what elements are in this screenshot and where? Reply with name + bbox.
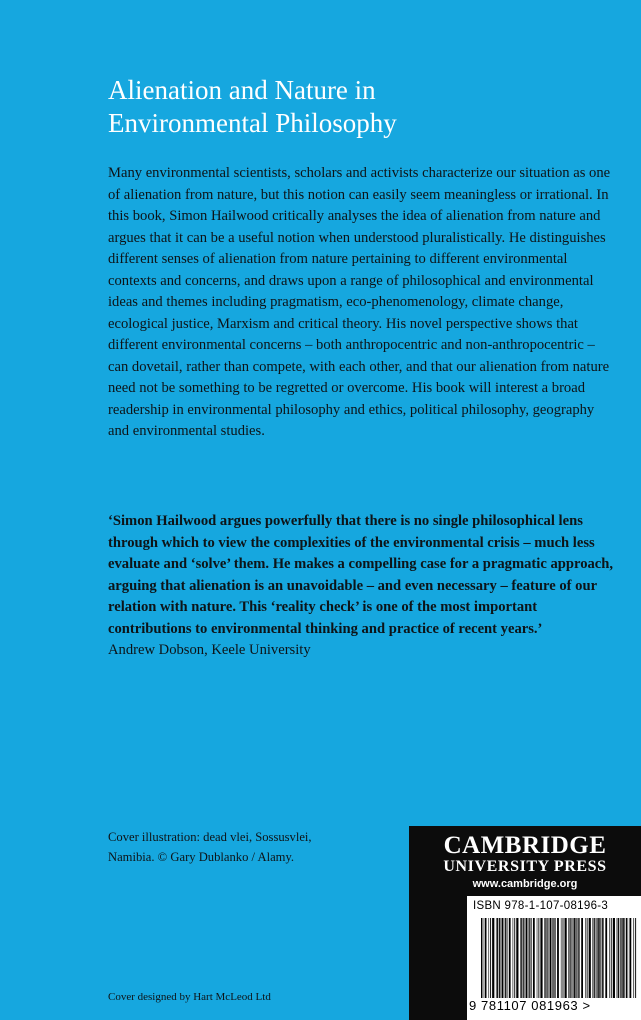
barcode-bar: [513, 918, 514, 998]
barcode-bar: [492, 918, 494, 998]
barcode-bar: [549, 918, 550, 998]
barcode-bar: [516, 918, 518, 998]
barcode-bar: [545, 918, 546, 998]
barcode-bar: [585, 918, 586, 998]
barcode-bar: [509, 918, 511, 998]
book-title-line2: Environmental Philosophy: [108, 108, 397, 138]
barcode-bar: [628, 918, 629, 998]
barcode-bar: [557, 918, 559, 998]
barcode-bar: [501, 918, 502, 998]
barcode-bar: [555, 918, 556, 998]
book-title-line1: Alienation and Nature in: [108, 75, 376, 105]
barcode-bar: [635, 918, 636, 998]
barcode-bar: [485, 918, 487, 998]
barcode-bar: [596, 918, 597, 998]
barcode-bar: [496, 918, 497, 998]
publisher-subname: UNIVERSITY PRESS: [443, 858, 607, 875]
publisher-box: [409, 826, 641, 1020]
barcode-bar: [563, 918, 564, 998]
endorsement-quote: ‘Simon Hailwood argues powerfully that there is no single philosophical lens through which to view the complexities of the environmental crisis – much less evaluate and ‘solve’ them. He makes a compelling case for a pragmatic approach, arguing that alienation is an unavoidable – and even necessary – feature of our relation with nature. This ‘reality check’ is one of the most important contributions to environmental thinking and practice of recent years.’: [108, 513, 614, 637]
barcode-bar: [525, 918, 526, 998]
barcode-bar: [621, 918, 622, 998]
isbn-label: ISBN 978-1-107-08196-3: [473, 900, 609, 912]
barcode-bar: [626, 918, 627, 998]
barcode-bar: [488, 918, 489, 998]
barcode-bar: [581, 918, 583, 998]
book-title: [108, 74, 588, 140]
barcode-bar: [571, 918, 572, 998]
barcode-bar: [568, 918, 569, 998]
barcode-bar: [609, 918, 610, 998]
barcode-bar: [550, 918, 552, 998]
barcode-bar: [598, 918, 600, 998]
barcode-bar: [504, 918, 505, 998]
barcode-bar: [514, 918, 515, 998]
barcode-bar: [483, 918, 484, 998]
barcode-bar: [592, 918, 593, 998]
barcode-bar: [605, 918, 607, 998]
barcode-bar: [520, 918, 521, 998]
barcode-bar: [569, 918, 570, 998]
barcode-bar: [573, 918, 574, 998]
barcode-bar: [552, 918, 553, 998]
barcode-bar: [523, 918, 524, 998]
barcode-bar: [574, 918, 576, 998]
barcode-bar: [528, 918, 529, 998]
barcode-bar: [529, 918, 530, 998]
book-blurb: Many environmental scientists, scholars and activists characterize our situation as one of alienation from nature, but this notion can easily seem meaningless or irrational. In this book, Simon Hailwood critically analyses the idea of alienation from nature and argues that it can be a useful notion when understood pluralistically. He distinguishes different senses of alienation from nature pertaining to different environmental contexts and concerns, and draws upon a range of philosophical and environmental ideas and themes including pragmatism, eco-phenomenology, climate change, ecological justice, Marxism and critical theory. His novel perspective shows that different environmental concerns – both anthropocentric and non-anthropocentric – can dovetail, rather than compete, with each other, and that our alienation from nature need not be something to be regretted or overcome. His book will interest a broad readership in environmental philosophy and ethics, political philosophy, geography and environmental studies.: [108, 165, 611, 439]
barcode-bar: [521, 918, 522, 998]
barcode-bar: [481, 918, 482, 998]
barcode-bar: [540, 918, 542, 998]
barcode-bar: [505, 918, 506, 998]
barcode-bar: [587, 918, 588, 998]
barcode-bar: [594, 918, 595, 998]
barcode-bar: [537, 918, 538, 998]
barcode-bar: [531, 918, 532, 998]
barcode-bar: [622, 918, 624, 998]
barcode-bar: [617, 918, 618, 998]
publisher-name: CAMBRIDGE: [443, 832, 607, 859]
barcode-bar: [565, 918, 567, 998]
barcode-bar: [538, 918, 539, 998]
barcode-bar: [553, 918, 554, 998]
barcode-bar: [499, 918, 500, 998]
barcode-bar: [526, 918, 528, 998]
barcode-bar: [629, 918, 631, 998]
barcode-bar: [490, 918, 491, 998]
barcode-bar: [561, 918, 562, 998]
barcode-panel: [467, 896, 641, 1020]
cover-designer-credit: Cover designed by Hart McLeod Ltd: [108, 991, 271, 1003]
publisher-url: www.cambridge.org: [472, 878, 578, 890]
barcode-bar: [600, 918, 601, 998]
barcode-bar: [602, 918, 603, 998]
barcode-bar: [578, 918, 579, 998]
barcode-bar: [589, 918, 591, 998]
barcode-bar: [613, 918, 615, 998]
barcode-bar: [618, 918, 619, 998]
cover-illustration-credit: Cover illustration: dead vlei, Sossusvlei, Namibia. © Gary Dublanko / Alamy.: [108, 830, 312, 864]
endorsement-attribution: Andrew Dobson, Keele University: [108, 642, 311, 658]
barcode-bar: [603, 918, 604, 998]
barcode-bar: [597, 918, 598, 998]
barcode-bar: [507, 918, 508, 998]
barcode-bar: [497, 918, 498, 998]
barcode-bar: [544, 918, 545, 998]
barcode-bar: [533, 918, 535, 998]
barcode-bar: [611, 918, 612, 998]
barcode-icon: [481, 918, 637, 998]
barcode-bar: [576, 918, 577, 998]
barcode-bar: [547, 918, 548, 998]
barcode-bar: [624, 918, 625, 998]
barcode-bar: [579, 918, 580, 998]
barcode-bar: [633, 918, 634, 998]
barcode-bar: [502, 918, 504, 998]
barcode-digits: 9 781107 081963 >: [469, 998, 591, 1013]
barcode-bar: [620, 918, 621, 998]
